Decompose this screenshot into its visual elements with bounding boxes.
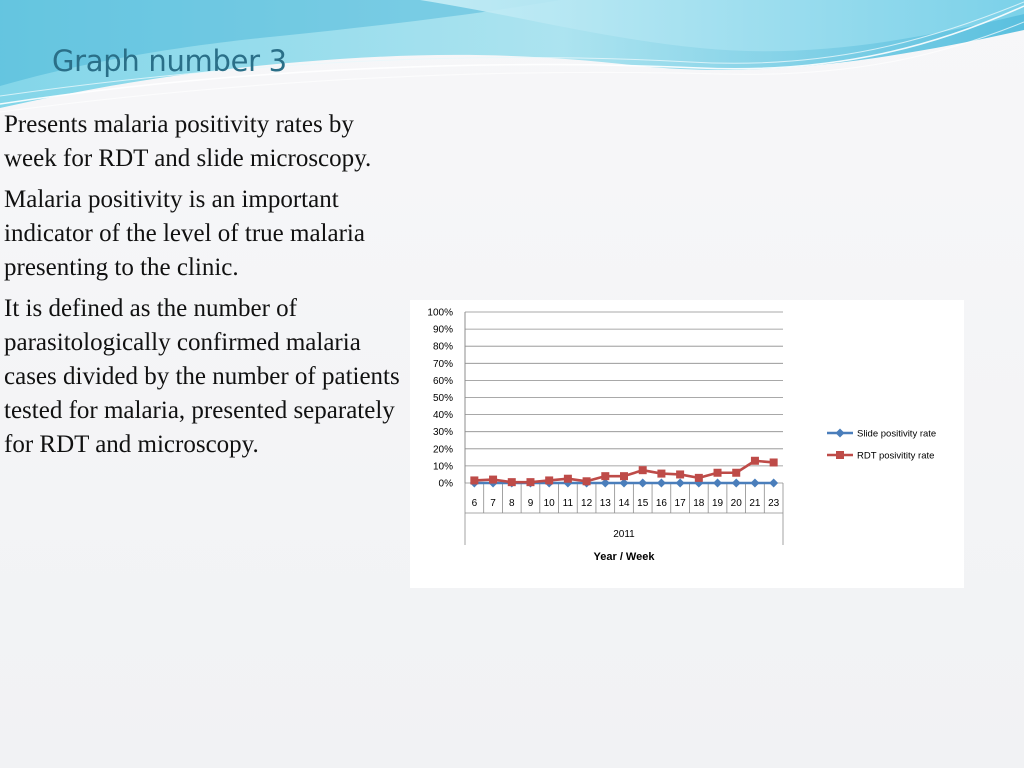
y-tick-label: 80% (432, 341, 453, 353)
y-tick-label: 30% (432, 427, 453, 439)
x-tick-label: 12 (581, 498, 593, 509)
x-tick-label: 8 (508, 498, 515, 509)
rdt-point (657, 470, 665, 478)
y-tick-label: 10% (432, 461, 453, 473)
rdt-point (714, 469, 722, 477)
x-tick-label: 15 (637, 498, 649, 509)
rdt-point (583, 477, 591, 485)
legend-label-2: RDT posivitity rate (857, 450, 935, 462)
paragraph-3: It is defined as the number of parasitologically confirmed malaria cases divided by the number of patients tested for malaria, presented separately for RDT and microscopy. (4, 295, 400, 458)
y-tick-label: 50% (432, 393, 453, 404)
rdt-point (508, 478, 516, 486)
slide-point (732, 479, 741, 488)
y-tick-label: 60% (432, 375, 453, 387)
rdt-point (489, 476, 497, 484)
slide-point (676, 479, 685, 488)
chart-container (410, 300, 964, 588)
rdt-point (545, 476, 553, 484)
body-text (4, 108, 406, 469)
year-label: 2011 (613, 529, 635, 540)
rdt-point (620, 472, 628, 480)
rdt-point (676, 470, 684, 478)
x-tick-label: 16 (655, 498, 667, 509)
x-tick-label: 18 (693, 498, 705, 509)
y-tick-label: 100% (427, 307, 453, 319)
x-tick-label: 14 (618, 498, 630, 509)
rdt-point (770, 458, 778, 466)
y-tick-label: 20% (432, 444, 453, 456)
y-tick-label: 70% (432, 358, 453, 370)
paragraph-2: Malaria positivity is an important indicator of the level of true malaria presenting to the clinic. (4, 186, 365, 281)
x-tick-label: 6 (471, 498, 478, 509)
paragraph-1: Presents malaria positivity rates by week for RDT and slide microscopy. (4, 111, 372, 172)
x-tick-label: 11 (562, 498, 574, 509)
x-tick-label: 20 (730, 498, 742, 509)
x-axis-title: Year / Week (593, 551, 655, 563)
slide-point (657, 479, 666, 488)
x-tick-label: 9 (527, 498, 534, 509)
x-tick-label: 13 (599, 498, 611, 509)
rdt-point (470, 476, 478, 484)
x-tick-label: 7 (490, 498, 496, 509)
positivity-line-chart (410, 300, 964, 588)
slide-point (713, 479, 722, 488)
rdt-point (751, 457, 759, 465)
rdt-point (601, 472, 609, 480)
x-tick-label: 10 (543, 498, 555, 509)
rdt-point (732, 469, 740, 477)
x-tick-label: 23 (768, 498, 780, 509)
legend-label-1: Slide positivity rate (857, 428, 937, 440)
x-tick-label: 19 (711, 498, 724, 509)
slide-point (769, 479, 778, 488)
slide-point (750, 479, 759, 488)
x-tick-label: 21 (749, 498, 761, 509)
y-tick-label: 40% (432, 410, 453, 422)
slide-point (638, 479, 647, 488)
rdt-point (639, 466, 647, 474)
legend-marker-square (836, 451, 844, 459)
rdt-point (695, 474, 703, 482)
x-tick-label: 17 (674, 498, 686, 509)
y-tick-label: 0% (438, 478, 453, 490)
rdt-point (564, 475, 572, 483)
y-tick-label: 90% (432, 324, 453, 336)
slide-title: Graph number 3 (52, 44, 287, 78)
rdt-point (526, 478, 534, 486)
legend-marker-diamond (836, 429, 845, 438)
